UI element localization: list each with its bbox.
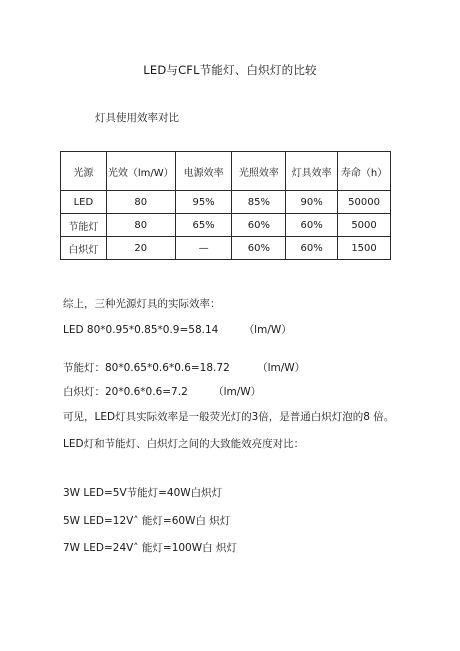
table-cell: 80 <box>106 191 175 214</box>
table-cell: 65% <box>175 214 232 237</box>
incandescent-formula: 白炽灯：20*0.6*0.6=7.2 <box>63 386 188 398</box>
table-cell: 白炽灯 <box>61 237 107 260</box>
incandescent-unit: （lm/W） <box>213 386 262 398</box>
table-header-cell: 光效（lm/W） <box>106 152 175 191</box>
table-header-cell: 光源 <box>61 152 107 191</box>
table-cell: LED <box>61 191 107 214</box>
cfl-unit: （lm/W） <box>257 362 306 374</box>
brightness-intro: LED灯和节能灯、白炽灯之间的大致能效亮度对比： <box>63 438 305 450</box>
led-formula: LED 80*0.95*0.85*0.9=58.14 <box>63 324 219 336</box>
incandescent-efficiency-line <box>63 384 261 399</box>
table-cell: 80 <box>106 214 175 237</box>
table-cell: 60% <box>286 214 338 237</box>
brightness-line: 5W LED=12V˄ 能灯=60W白 炽灯 <box>63 515 231 527</box>
table-header-cell: 寿命（h） <box>338 152 391 191</box>
led-unit: （lm/W） <box>243 324 292 336</box>
section-subtitle: 灯具使用效率对比 <box>95 112 179 124</box>
table-cell: 95% <box>175 191 232 214</box>
table-cell: 60% <box>286 237 338 260</box>
table-cell: — <box>175 237 232 260</box>
table-row <box>61 237 391 260</box>
cfl-formula: 节能灯：80*0.65*0.6*0.6=18.72 <box>63 362 230 374</box>
table-header-cell: 光照效率 <box>232 152 286 191</box>
table-cell: 节能灯 <box>61 214 107 237</box>
table-cell: 60% <box>232 214 286 237</box>
efficiency-conclusion: 可见，LED灯具实际效率是一般荧光灯的3倍，是普通白炽灯泡的8 倍。 <box>63 411 395 423</box>
cfl-efficiency-line <box>63 360 305 375</box>
document-title: LED与CFL节能灯、白炽灯的比较 <box>143 63 317 77</box>
table-row <box>61 191 391 214</box>
table-cell: 5000 <box>338 214 391 237</box>
calc-intro: 综上，三种光源灯具的实际效率： <box>63 298 221 310</box>
brightness-line: 3W LED=5V节能灯=40W白炽灯 <box>63 487 223 499</box>
table-cell: 1500 <box>338 237 391 260</box>
table-header-cell: 电源效率 <box>175 152 232 191</box>
table-cell: 20 <box>106 237 175 260</box>
efficiency-table <box>60 151 391 260</box>
brightness-line: 7W LED=24V˄ 能灯=100W白 炽灯 <box>63 542 237 554</box>
table-cell: 60% <box>232 237 286 260</box>
table-header-cell: 灯具效率 <box>286 152 338 191</box>
table-cell: 85% <box>232 191 286 214</box>
table-header-row <box>61 152 391 191</box>
table-cell: 90% <box>286 191 338 214</box>
table-row <box>61 214 391 237</box>
table-cell: 50000 <box>338 191 391 214</box>
led-efficiency-line <box>63 322 292 337</box>
